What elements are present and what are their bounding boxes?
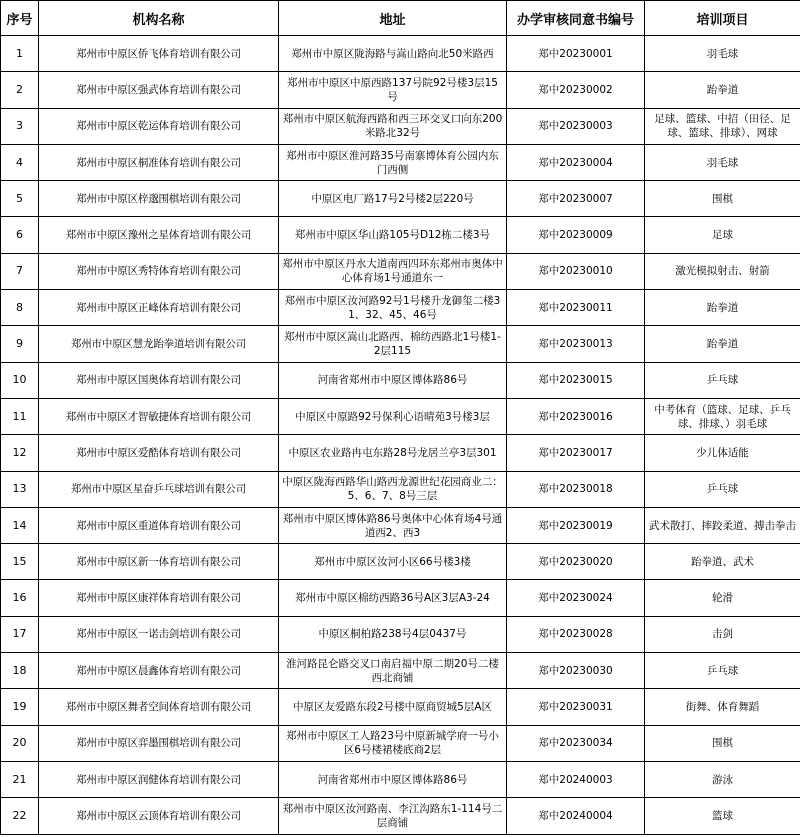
cell-training-program: 足球、篮球、中招（田径、足球、篮球、排球）、网球	[645, 108, 800, 144]
header-institution-name: 机构名称	[39, 1, 279, 36]
cell-address: 中原区电厂路17号2号楼2层220号	[279, 181, 507, 217]
cell-address: 郑州市中原区淮河路35号南寨博体育公园内东门西侧	[279, 144, 507, 180]
cell-training-program: 乒乓球	[645, 653, 800, 689]
cell-training-program: 激光模拟射击、射箭	[645, 253, 800, 289]
cell-institution-name: 郑州市中原区润健体育培训有限公司	[39, 761, 279, 797]
cell-approval-number: 郑中20240003	[507, 761, 645, 797]
cell-index: 14	[1, 507, 39, 543]
cell-address: 郑州市中原区汝河路92号1号楼升龙御玺二楼31、32、45、46号	[279, 290, 507, 326]
cell-training-program: 跆拳道	[645, 326, 800, 362]
cell-institution-name: 郑州市中原区星奋乒乓球培训有限公司	[39, 471, 279, 507]
cell-approval-number: 郑中20230004	[507, 144, 645, 180]
cell-address: 郑州市中原区汝河小区66号楼3楼	[279, 544, 507, 580]
cell-institution-name: 郑州市中原区弈墨围棋培训有限公司	[39, 725, 279, 761]
cell-training-program: 街舞、体育舞蹈	[645, 689, 800, 725]
cell-approval-number: 郑中20230001	[507, 36, 645, 72]
cell-institution-name: 郑州市中原区秀特体育培训有限公司	[39, 253, 279, 289]
table-row	[1, 326, 800, 362]
cell-institution-name: 郑州市中原区正峰体育培训有限公司	[39, 290, 279, 326]
cell-approval-number: 郑中20230002	[507, 72, 645, 108]
table-row	[1, 761, 800, 797]
cell-approval-number: 郑中20230003	[507, 108, 645, 144]
table-row	[1, 689, 800, 725]
cell-approval-number: 郑中20230019	[507, 507, 645, 543]
cell-training-program: 围棋	[645, 181, 800, 217]
cell-institution-name: 郑州市中原区爱酷体育培训有限公司	[39, 435, 279, 471]
cell-training-program: 篮球	[645, 798, 800, 834]
cell-address: 郑州市中原区丹水大道南西四环东郑州市奥体中心体育场1号通道东一	[279, 253, 507, 289]
cell-address: 郑州市中原区棉纺西路36号A区3层A3-24	[279, 580, 507, 616]
cell-training-program: 武术散打、摔跤柔道、搏击拳击	[645, 507, 800, 543]
cell-institution-name: 郑州市中原区新一体育培训有限公司	[39, 544, 279, 580]
cell-index: 18	[1, 653, 39, 689]
cell-approval-number: 郑中20230034	[507, 725, 645, 761]
cell-approval-number: 郑中20230024	[507, 580, 645, 616]
cell-address: 中原区陇海西路华山路西龙源世纪花园商业二：5、6、7、8号三层	[279, 471, 507, 507]
cell-index: 6	[1, 217, 39, 253]
cell-index: 8	[1, 290, 39, 326]
table-row	[1, 72, 800, 108]
cell-approval-number: 郑中20240004	[507, 798, 645, 834]
cell-training-program: 乒乓球	[645, 471, 800, 507]
cell-address: 郑州市中原区汝河路南、李江沟路东1-114号二层商铺	[279, 798, 507, 834]
cell-institution-name: 郑州市中原区慧龙跆拳道培训有限公司	[39, 326, 279, 362]
cell-institution-name: 郑州市中原区舞者空间体育培训有限公司	[39, 689, 279, 725]
table-row	[1, 398, 800, 434]
cell-index: 16	[1, 580, 39, 616]
cell-address: 郑州市中原区工人路23号中原新城学府一号小区6号楼裙楼底商2层	[279, 725, 507, 761]
table-row	[1, 36, 800, 72]
cell-address: 郑州市中原区博体路86号奥体中心体育场4号通道西2、西3	[279, 507, 507, 543]
cell-index: 17	[1, 616, 39, 652]
cell-institution-name: 郑州市中原区才智敏捷体育培训有限公司	[39, 398, 279, 434]
cell-institution-name: 郑州市中原区晨鑫体育培训有限公司	[39, 653, 279, 689]
header-row	[1, 1, 800, 36]
cell-index: 21	[1, 761, 39, 797]
cell-approval-number: 郑中20230015	[507, 362, 645, 398]
cell-index: 1	[1, 36, 39, 72]
cell-institution-name: 郑州市中原区国奥体育培训有限公司	[39, 362, 279, 398]
cell-training-program: 羽毛球	[645, 144, 800, 180]
cell-index: 10	[1, 362, 39, 398]
cell-training-program: 羽毛球	[645, 36, 800, 72]
cell-index: 4	[1, 144, 39, 180]
table-row	[1, 181, 800, 217]
cell-institution-name: 郑州市中原区乾运体育培训有限公司	[39, 108, 279, 144]
cell-approval-number: 郑中20230017	[507, 435, 645, 471]
cell-approval-number: 郑中20230011	[507, 290, 645, 326]
header-training-program: 培训项目	[645, 1, 800, 36]
cell-address: 河南省郑州市中原区博体路86号	[279, 362, 507, 398]
table-row	[1, 435, 800, 471]
cell-approval-number: 郑中20230020	[507, 544, 645, 580]
cell-address: 郑州市中原区航海西路和西三环交叉口向东200米路北32号	[279, 108, 507, 144]
table-row	[1, 725, 800, 761]
cell-approval-number: 郑中20230010	[507, 253, 645, 289]
cell-institution-name: 郑州市中原区侨飞体育培训有限公司	[39, 36, 279, 72]
cell-institution-name: 郑州市中原区强武体育培训有限公司	[39, 72, 279, 108]
cell-institution-name: 郑州市中原区豫州之星体育培训有限公司	[39, 217, 279, 253]
cell-index: 11	[1, 398, 39, 434]
table-row	[1, 108, 800, 144]
cell-address: 郑州市中原区嵩山北路西、棉纺西路北1号楼1-2层115	[279, 326, 507, 362]
cell-address: 郑州市中原区陇海路与嵩山路向北50米路西	[279, 36, 507, 72]
table-row	[1, 144, 800, 180]
table-row	[1, 544, 800, 580]
cell-index: 3	[1, 108, 39, 144]
cell-training-program: 乒乓球	[645, 362, 800, 398]
table-row	[1, 290, 800, 326]
cell-training-program: 轮滑	[645, 580, 800, 616]
cell-address: 中原区桐柏路238号4层0437号	[279, 616, 507, 652]
cell-training-program: 少儿体适能	[645, 435, 800, 471]
cell-index: 22	[1, 798, 39, 834]
cell-address: 淮河路昆仑路交叉口南启福中原二期20号二楼西北商铺	[279, 653, 507, 689]
cell-approval-number: 郑中20230031	[507, 689, 645, 725]
cell-address: 郑州市中原区中原西路137号院92号楼3层15号	[279, 72, 507, 108]
cell-index: 9	[1, 326, 39, 362]
table-row	[1, 616, 800, 652]
cell-index: 19	[1, 689, 39, 725]
cell-training-program: 跆拳道、武术	[645, 544, 800, 580]
cell-address: 河南省郑州市中原区博体路86号	[279, 761, 507, 797]
cell-institution-name: 郑州市中原区梓邈围棋培训有限公司	[39, 181, 279, 217]
table-row	[1, 653, 800, 689]
cell-training-program: 跆拳道	[645, 72, 800, 108]
cell-approval-number: 郑中20230009	[507, 217, 645, 253]
cell-address: 中原区农业路冉屯东路28号龙居兰亭3层301	[279, 435, 507, 471]
cell-training-program: 击剑	[645, 616, 800, 652]
header-index: 序号	[1, 1, 39, 36]
cell-index: 2	[1, 72, 39, 108]
table-row	[1, 217, 800, 253]
cell-institution-name: 郑州市中原区重道体育培训有限公司	[39, 507, 279, 543]
table-row	[1, 507, 800, 543]
cell-institution-name: 郑州市中原区桐准体育培训有限公司	[39, 144, 279, 180]
cell-institution-name: 郑州市中原区云顶体育培训有限公司	[39, 798, 279, 834]
cell-index: 12	[1, 435, 39, 471]
cell-institution-name: 郑州市中原区康祥体育培训有限公司	[39, 580, 279, 616]
cell-training-program: 足球	[645, 217, 800, 253]
cell-address: 中原区友爱路东段2号楼中原商贸城5层A区	[279, 689, 507, 725]
cell-training-program: 中考体育（篮球、足球、乒乓球、排球、）羽毛球	[645, 398, 800, 434]
cell-training-program: 围棋	[645, 725, 800, 761]
cell-approval-number: 郑中20230016	[507, 398, 645, 434]
cell-approval-number: 郑中20230028	[507, 616, 645, 652]
cell-training-program: 游泳	[645, 761, 800, 797]
cell-index: 15	[1, 544, 39, 580]
cell-address: 中原区中原路92号保利心语晴苑3号楼3层	[279, 398, 507, 434]
table-row	[1, 471, 800, 507]
cell-index: 5	[1, 181, 39, 217]
cell-approval-number: 郑中20230007	[507, 181, 645, 217]
table-row	[1, 580, 800, 616]
cell-index: 7	[1, 253, 39, 289]
table-row	[1, 253, 800, 289]
cell-address: 郑州市中原区华山路105号D12栋二楼3号	[279, 217, 507, 253]
cell-training-program: 跆拳道	[645, 290, 800, 326]
cell-index: 20	[1, 725, 39, 761]
header-address: 地址	[279, 1, 507, 36]
table-row	[1, 798, 800, 834]
table-row	[1, 362, 800, 398]
cell-approval-number: 郑中20230013	[507, 326, 645, 362]
header-approval-number: 办学审核同意书编号	[507, 1, 645, 36]
cell-index: 13	[1, 471, 39, 507]
cell-approval-number: 郑中20230018	[507, 471, 645, 507]
cell-institution-name: 郑州市中原区一诺击剑培训有限公司	[39, 616, 279, 652]
cell-approval-number: 郑中20230030	[507, 653, 645, 689]
